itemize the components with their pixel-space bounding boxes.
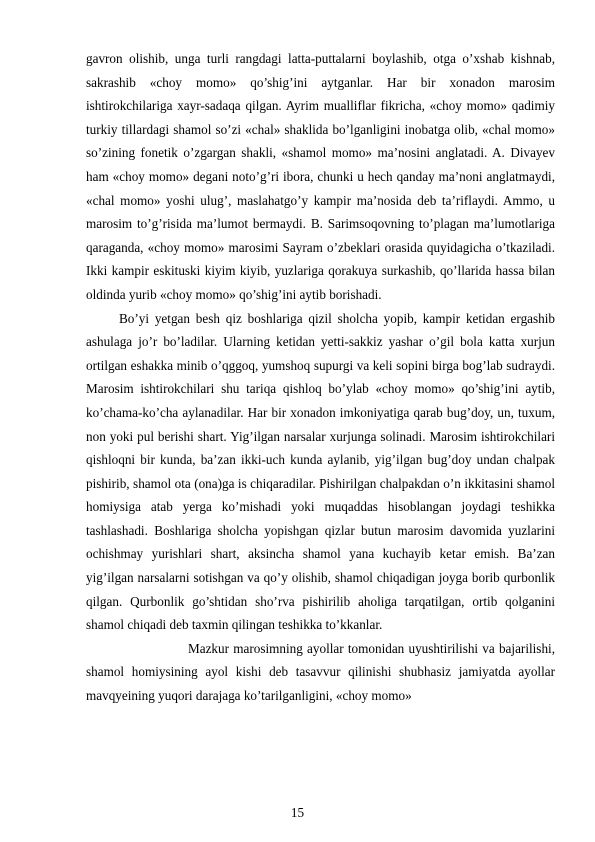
page-number: 15 (290, 805, 305, 820)
document-page (86, 47, 555, 708)
paragraph-ritual-description: Bo’yi yetgan besh qiz boshlariga qizil sholcha yopib, kampir ketidan ergashib ashulaga jo’r bo’ladilar. Ularning ketidan yetti-sakkiz yashar o’gil bola katta xurjun ortilgan eshakka minib o’qggoq, yumshoq supurgi va keli sopini birga bog’lab sudraydi. Marosim ishtirokchilari shu tariqa qishloq bo’ylab «choy momo» qo’shig’ini aytib, ko’chama-ko’cha aylanadilar. Har bir xonadon imkoniyatiga qarab bug’doy, un, tuxum, non yoki pul berishi shart. Yig’ilgan narsalar xurjunga solinadi. Marosim ishtirokchilari qishloqni bir kunda, ba’zan ikki-uch kunda aylanib, yig’ilgan bug’doy undan chalpak pishirib, shamol ota (ona)ga is chiqaradilar. Pishirilgan chalpakdan o’n ikkitasini shamol homiysiga atab yerga ko’mishadi yoki muqaddas hisoblangan joydagi teshikka tashlashadi. Boshlariga sholcha yopishgan qizlar butun marosim davomida yuzlarini ochishmay yurishlari shart, aksincha shamol yana kuchayib ketar emish. Ba’zan yig’ilgan narsalarni sotishgan va qo’y olishib, shamol chiqadigan joyga borib qurbonlik qilgan. Qurbonlik go’shtidan sho’rva pishirilib aholiga tarqatilgan, ortib qolganini shamol chiqadi deb taxmin qilingan teshikka to’kkanlar. (86, 310, 555, 633)
paragraph-choy-momo-origin: gavron olishib, unga turli rangdagi latta-puttalarni boylashib, otga o’xshab kishnab, sakrashib «choy momo» qo’shig’ini aytganlar. Har bir xonadon marosim ishtirokchilariga xayr-sadaqa qilgan. Ayrim mualliflar fikricha, «choy momo» qadimiy turkiy tillardagi shamol so’zi «chal» shaklida bo’lganligini inobatga olib, «chal momo» so’zining fonetik o’zgargan shakli, «shamol momo» ma’nosini anglatadi. A. Divayev ham «choy momo» degani noto’g’ri ibora, chunki u hech qanday ma’noni anglatmaydi, «chal momo» yoshi ulug’, maslahatgo’y kampir ma’nosida deb ta’riflaydi. Ammo, u marosim to’g’risida ma’lumot bermaydi. B. Sarimsoqovning to’plagan ma’lumotlariga qaraganda, «choy momo» marosimi Sayram o’zbeklari orasida quyidagicha o’tkaziladi. Ikki kampir eskituski kiyim kiyib, yuzlariga qorakuya surkashib, qo’llarida hassa bilan oldinda yurib «choy momo» qo’shig’ini aytib borishadi. (86, 51, 555, 302)
paragraph-women-role: Mazkur marosimning ayollar tomonidan uyushtirilishi va bajarilishi, shamol homiysining ayol kishi deb tasavvur qilinishi shubhasiz jamiyatda ayollar mavqyeining yuqori darajaga ko’tarilganligini, «choy momo» (86, 640, 555, 704)
